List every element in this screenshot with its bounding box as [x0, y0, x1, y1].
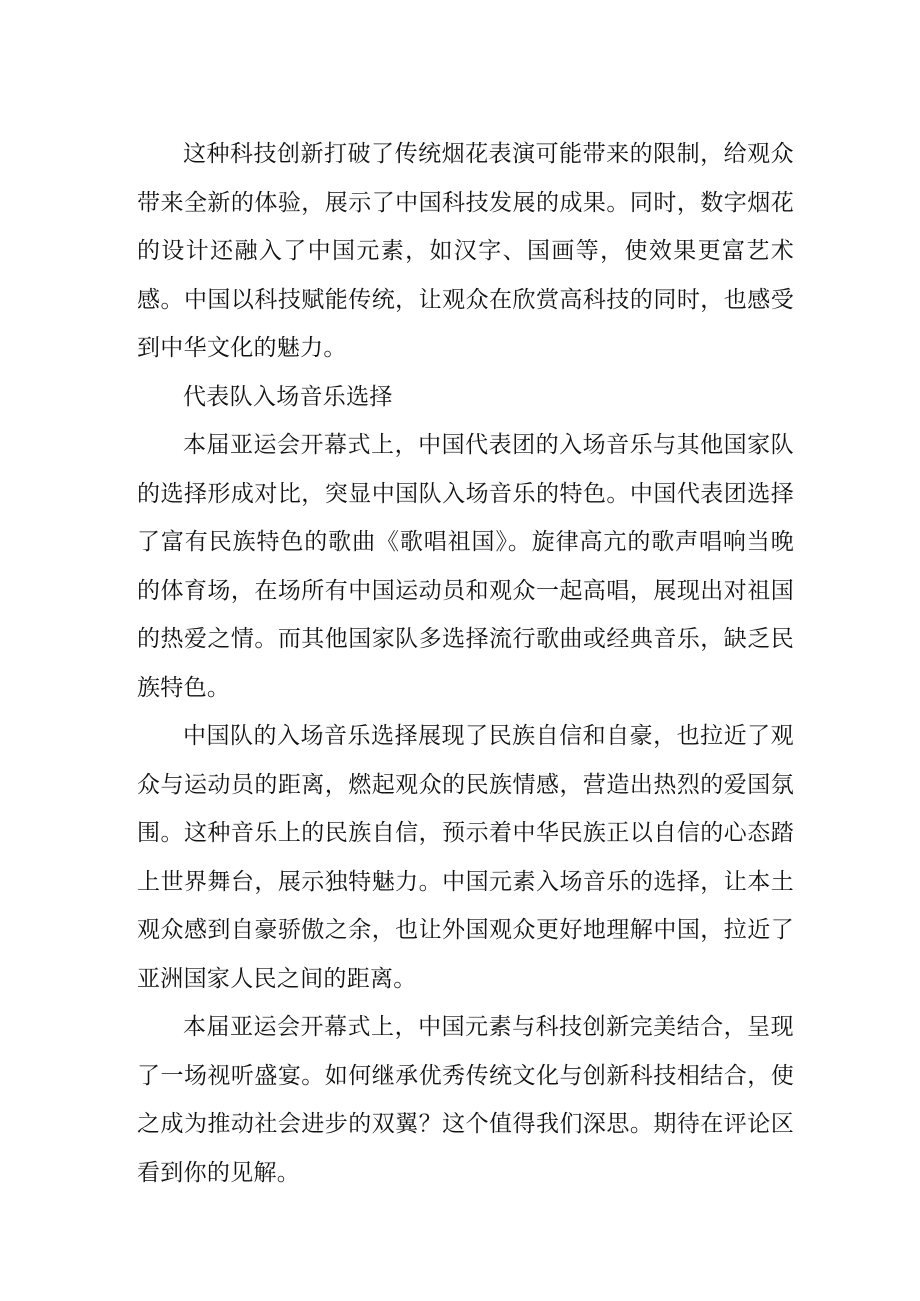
paragraph-fireworks-tech: 这种科技创新打破了传统烟花表演可能带来的限制，给观众带来全新的体验，展示了中国科技发展的成果。同时，数字烟花的设计还融入了中国元素，如汉字、国画等，使效果更富艺术感。中国以科技赋能传统，让观众在欣赏高科技的同时，也感受到中华文化的魅力。 — [137, 141, 794, 361]
section-heading-entrance-music: 代表队入场音乐选择 — [183, 383, 393, 410]
paragraph-national-confidence: 中国队的入场音乐选择展现了民族自信和自豪，也拉近了观众与运动员的距离，燃起观众的民族情感，营造出热烈的爱国氛围。这种音乐上的民族自信，预示着中华民族正以自信的心态踏上世界舞台，展示独特魅力。中国元素入场音乐的选择，让本土观众感到自豪骄傲之余，也让外国观众更好地理解中国，拉近了亚洲国家人民之间的距离。 — [137, 723, 794, 992]
paragraph-conclusion: 本届亚运会开幕式上，中国元素与科技创新完美结合，呈现了一场视听盛宴。如何继承优秀传统文化与创新科技相结合，使之成为推动社会进步的双翼？这个值得我们深思。期待在评论区看到你的见解。 — [137, 1014, 794, 1186]
document-body — [137, 130, 794, 1197]
paragraph-entrance-music-contrast: 本届亚运会开幕式上，中国代表团的入场音乐与其他国家队的选择形成对比，突显中国队入场音乐的特色。中国代表团选择了富有民族特色的歌曲《歌唱祖国》。旋律高亢的歌声唱响当晚的体育场，在场所有中国运动员和观众一起高唱，展现出对祖国的热爱之情。而其他国家队多选择流行歌曲或经典音乐，缺乏民族特色。 — [137, 432, 794, 701]
